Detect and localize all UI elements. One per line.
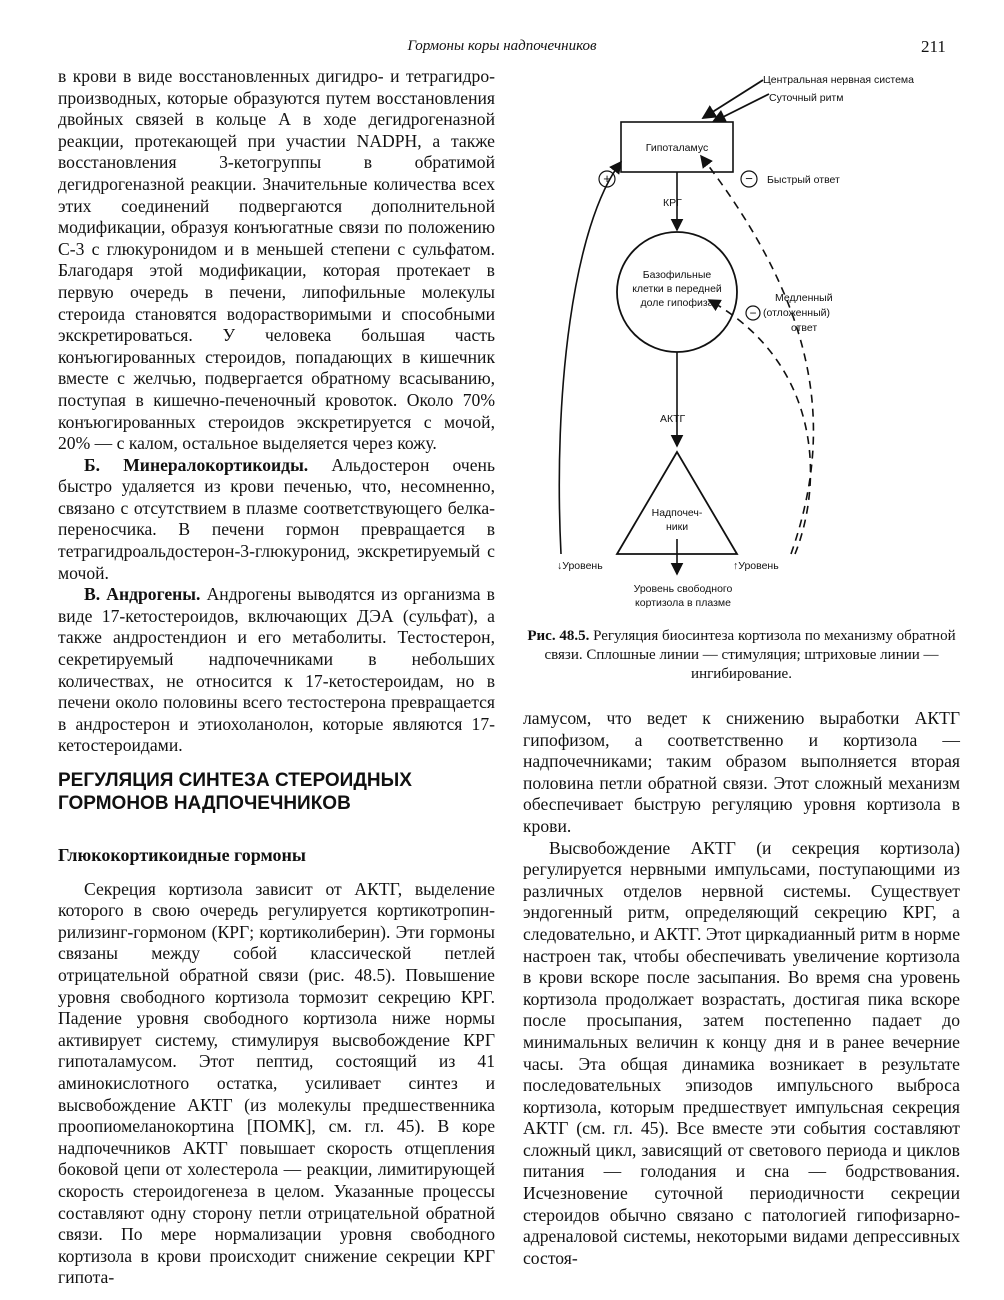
paragraph-feedback-continued: ламусом, что ведет к снижению выработки АКТГ гипофизом, а соответственно и кортизола — надпочечниками; таким образом выполняется вторая половина петли обратной связи. Этот сложный механизм обеспечивает быструю регуляцию уровня кортизола в крови. [523,708,960,836]
cns-label: Центральная нервная система [763,74,914,86]
figure-number: Рис. 48.5. [527,628,590,644]
adrenal-triangle [617,452,737,554]
level-high-label: ↑Уровень [733,560,779,572]
paragraph-androgens: В. Андрогены. Андрогены выводятся из организма в виде 17-кетостероидов, включающих ДЭА (сульфат), а также андростендион и его метаболиты. Тестостерон, секретируемый надпочечниками в небольших количествах, не относится к 17-кетостероидам, но в печени около половины всего тестостерона превращается в андростерон и этиохоланолон, которые являются 17-кетостероидами. [58,584,495,756]
adrenal-label-2: ники [665,521,689,533]
left-column [58,66,495,1289]
actg-label: АКТГ [660,413,686,425]
slow-response-label-3: ответ [791,322,818,334]
pituitary-label-2: клетки в передней [632,283,722,295]
paragraph-label: В. Андрогены. [84,584,201,605]
subsection-title: Глюкокортикоидные гормоны [58,845,306,865]
hypothalamus-label: Гипоталамус [645,142,709,154]
page-number: 211 [921,37,946,56]
figure-caption-text: Регуляция биосинтеза кортизола по механизму обратной связи. Сплошные линии — стимуляция; штриховые линии — ингибирование. [544,628,956,682]
krg-label: КРГ [663,197,682,209]
fast-response-label: Быстрый ответ [767,174,840,186]
minus-sign-slow: − [749,306,757,320]
section-title: РЕГУЛЯЦИЯ СИНТЕЗА СТЕРОИДНЫХ ГОРМОНОВ НАДПОЧЕЧНИКОВ [58,770,412,814]
free-cortisol-label-1: Уровень свободного [633,583,733,595]
level-low-label: ↓Уровень [557,560,603,572]
free-cortisol-label-2: кортизола в плазме [635,597,731,609]
slow-inhibition-loop [709,300,810,554]
right-column [523,708,960,1269]
slow-response-label-1: Медленный [775,292,833,304]
paragraph-excretion: в крови в виде восстановленных дигидро- и тетрагидро-производных, которые образуются путем восстановления двойных связей в кольце А в ходе дегидрогеназной реакции, протекающей при участии NADPH, а также восстановления 3-кетогруппы в обратимой дегидрогеназной реакции. Значительные количества всех этих соединений подвергаются дополнительной модификации, образуя конъюгатные связи по положению С-3 с глюкуронидом и в меньшей степени с сульфатом. Благодаря этой модификации, которая протекает в первую очередь в печени, липофильные молекулы стероида становятся водорастворимыми и способными экскретироваться. У человека большая часть конъюгированных стероидов, попадающих в кишечник вместе с желчью, подвергается обратному всасыванию, поступая в кишечно-печеночный кровоток. Около 70% конъюгированных стероидов экскретируется с мочой, 20% — с калом, остальное выделяется через кожу. [58,66,495,454]
rhythm-label: Суточный ритм [769,92,844,104]
figure-caption [523,627,960,684]
fast-inhibition-loop [701,156,813,554]
feedback-diagram [523,64,983,624]
paragraph-circadian-rhythm: Высвобождение АКТГ (и секреция кортизола) регулируется нервными импульсами, поступающими из различных отделов нервной системы. Существует эндогенный ритм, определяющий секрецию КРГ, а следовательно, и АКТГ. Этот циркадианный ритм в норме настроен так, чтобы обеспечивать увеличение кортизола в крови вскоре после засыпания. Во время сна уровень кортизола продолжает возрастать, достигая пика вскоре после просыпания, затем постепенно падает до минимальных величин к концу дня и в ранее вечерние часы. Эта общая динамика возникает в результате последовательных эпизодов импульсного выброса кортизола, которым предшествует импульсная секреция АКТГ (см. гл. 45). Все вместе эти события составляют сложный цикл, зависящий от светового периода и циклов питания — голодания и сна — бодрствования. Исчезновение суточной периодичности секреции стероидов обычно связано с патологией гипофизарно-адреналовой системы, некоторыми видами депрессивных состоя- [523,837,960,1268]
stimulation-loop [559,162,621,554]
paragraph-mineralocorticoids: Б. Минералокортикоиды. Альдостерон очень быстро удаляется из крови печенью, что, несомненно, связано с отсутствием в плазме соответствующего белка-переносчика. В печени гормон превращается в тетрагидроальдостерон-3-глюкуронид, экскретируемый с мочой. [58,454,495,583]
running-header-title: Гормоны коры надпочечников [407,38,597,54]
pituitary-label-3: доле гипофиза [640,297,714,309]
paragraph-label: Б. Минералокортикоиды. [84,454,309,475]
minus-sign-fast: − [745,171,753,186]
paragraph-glucocorticoids: Секреция кортизола зависит от АКТГ, выделение которого в свою очередь регулируется кортикотропин-рилизинг-гормоном (КРГ; кортиколиберин). Эти гормоны связаны между собой классической петлей отрицательной обратной связи (рис. 48.5). Повышение уровня свободного кортизола тормозит секрецию КРГ. Падение уровня свободного кортизола ниже нормы активирует систему, стимулируя высвобождение КРГ гипоталамусом. Этот пептид, состоящий из 41 аминокислотного остатка, усиливает синтез и высвобождение АКТГ (из молекулы предшественника проопиомеланокортина [ПОМК], см. гл. 45). В коре надпочечников АКТГ повышает скорость отщепления боковой цепи от холестерола — реакции, лимитирующей скорость стероидогенеза в целом. Указанные процессы составляют одну сторону петли отрицательной обратной связи. По мере нормализации уровня свободного кортизола в крови происходит снижение секреции КРГ гипота- [58,878,495,1288]
adrenal-label-1: Надпочеч- [651,507,703,519]
rhythm-arrow [713,94,769,122]
plus-sign-label: + [603,171,611,186]
pituitary-label-1: Базофильные [642,269,712,281]
slow-response-label-2: (отложенный) [763,307,831,319]
